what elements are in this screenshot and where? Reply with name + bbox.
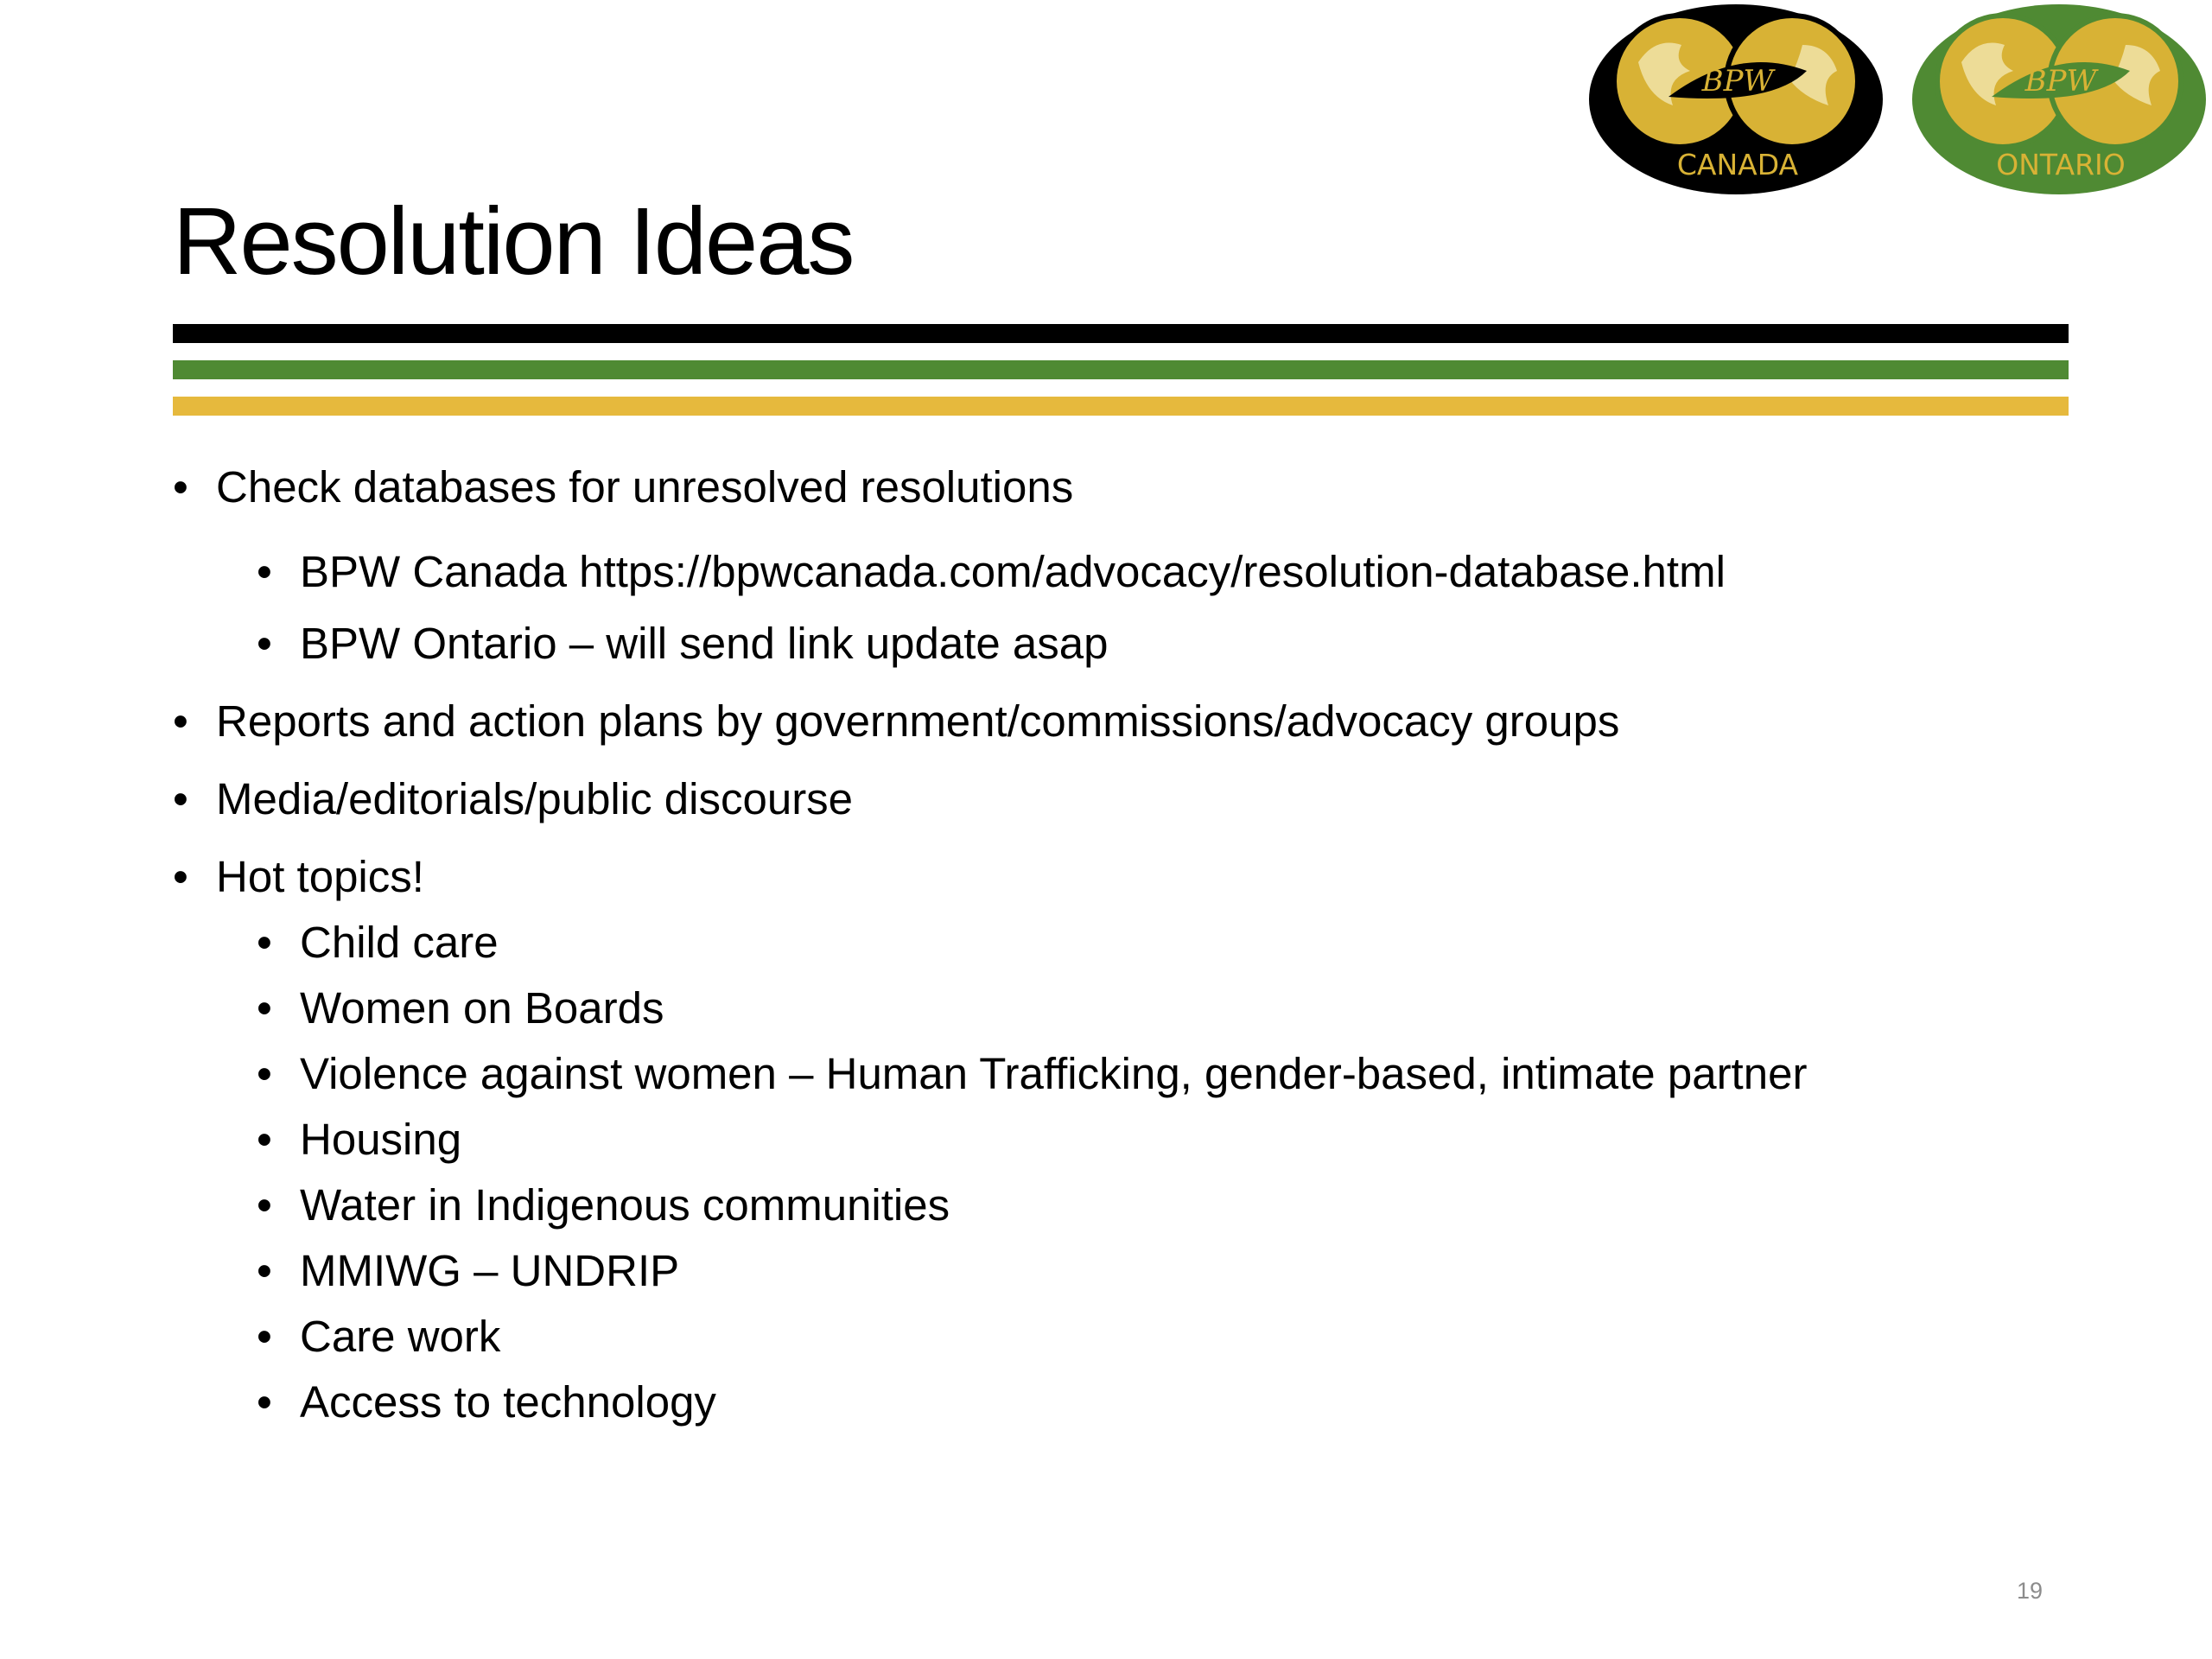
- bullet-text: Violence against women – Human Trafficking, gender-based, intimate partner: [300, 1049, 1808, 1098]
- bullet-text: BPW Ontario – will send link update asap: [300, 619, 1109, 668]
- bullet-text: Women on Boards: [300, 983, 664, 1033]
- bullet-glyph: •: [257, 1049, 272, 1098]
- bullet-text: Hot topics!: [216, 852, 424, 901]
- bullet-glyph: •: [257, 619, 272, 668]
- bullet-text: Access to technology: [300, 1377, 716, 1427]
- divider-bar-black: [173, 324, 2069, 343]
- logo-group: [1586, 0, 2212, 199]
- divider-bar-gold: [173, 397, 2069, 416]
- bullet-glyph: •: [257, 547, 272, 596]
- bullet-text: Housing: [300, 1115, 462, 1164]
- logo-emblem-text: BPW: [2024, 64, 2097, 99]
- bullet-glyph: •: [173, 696, 188, 746]
- bullet-glyph: •: [257, 1377, 272, 1427]
- bullet-glyph: •: [257, 1180, 272, 1230]
- logo-caption: CANADA: [1676, 148, 1799, 181]
- bullet-text: Care work: [300, 1312, 501, 1361]
- page-number: 19: [2017, 1578, 2044, 1604]
- bullet-text: Reports and action plans by government/commissions/advocacy groups: [216, 696, 1620, 746]
- bullet-glyph: •: [173, 774, 188, 823]
- logo-emblem-text: BPW: [1701, 64, 1774, 99]
- bullet-text: BPW Canada https://bpwcanada.com/advocacy/resolution-database.html: [300, 547, 1726, 596]
- bpw-canada-logo: [1586, 2, 1885, 197]
- bullet-glyph: •: [257, 1312, 272, 1361]
- bullet-glyph: •: [257, 1246, 272, 1295]
- logo-caption: ONTARIO: [1996, 148, 2126, 181]
- bpw-ontario-logo: [1910, 2, 2209, 197]
- bullet-text: MMIWG – UNDRIP: [300, 1246, 680, 1295]
- slide-title: Resolution Ideas: [173, 188, 854, 295]
- bpw-ontario-emblem-icon: [1910, 2, 2209, 197]
- divider-bar-green: [173, 360, 2069, 379]
- bullet-glyph: •: [257, 918, 272, 967]
- bullet-text: Check databases for unresolved resolutions: [216, 462, 1074, 512]
- bpw-canada-emblem-icon: [1586, 2, 1885, 197]
- bullet-text: Water in Indigenous communities: [300, 1180, 950, 1230]
- bullet-text: Child care: [300, 918, 499, 967]
- bullet-glyph: •: [173, 852, 188, 901]
- bullet-glyph: •: [173, 462, 188, 512]
- bullet-text: Media/editorials/public discourse: [216, 774, 854, 823]
- bullet-glyph: •: [257, 983, 272, 1033]
- bullet-glyph: •: [257, 1115, 272, 1164]
